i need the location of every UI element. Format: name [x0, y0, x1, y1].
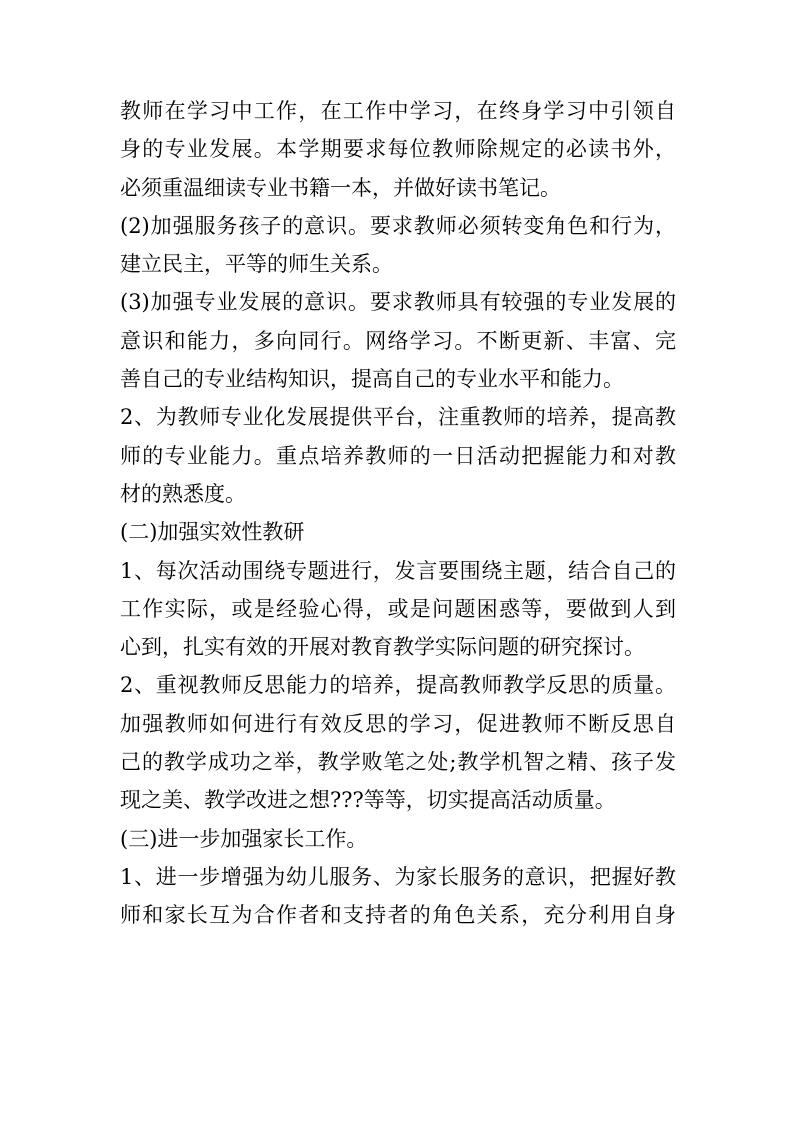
text-line: 师和家长互为合作者和支持者的角色关系，充分利用自身: [120, 903, 676, 928]
text-line: 己的教学成功之举，教学败笔之处;教学机智之精、孩子发: [120, 750, 676, 775]
text-line: 教师在学习中工作，在工作中学习，在终身学习中引领自: [120, 99, 676, 123]
text-line: 工作实际，或是经验心得，或是问题困惑等，要做到人到: [120, 596, 676, 621]
text-line: 1、进一步增强为幼儿服务、为家长服务的意识，把握好教: [120, 864, 676, 889]
text-line: 1、每次活动围绕专题进行，发言要围绕主题，结合自己的: [120, 558, 676, 583]
text-line: (二)加强实效性教研: [120, 520, 305, 545]
text-line: (2)加强服务孩子的意识。要求教师必须转变角色和行为，: [120, 213, 676, 238]
text-line: 材的熟悉度。: [120, 481, 246, 506]
text-line: 师的专业能力。重点培养教师的一日活动把握能力和对教: [120, 443, 676, 468]
text-line: 2、重视教师反思能力的培养，提高教师教学反思的质量。: [120, 673, 676, 698]
text-line: 加强教师如何进行有效反思的学习，促进教师不断反思自: [120, 711, 676, 736]
text-line: 意识和能力，多向同行。网络学习。不断更新、丰富、完: [120, 328, 676, 353]
document-body: [120, 92, 676, 935]
text-line: 身的专业发展。本学期要求每位教师除规定的必读书外，: [120, 137, 676, 162]
text-line: (三)进一步加强家长工作。: [120, 826, 368, 851]
text-line: 建立民主，平等的师生关系。: [120, 252, 393, 277]
text-line: 必须重温细读专业书籍一本，并做好读书笔记。: [120, 175, 561, 200]
text-line: 现之美、教学改进之想???等等，切实提高活动质量。: [120, 788, 616, 813]
text-line: 善自己的专业结构知识，提高自己的专业水平和能力。: [120, 367, 624, 392]
text-line: (3)加强专业发展的意识。要求教师具有较强的专业发展的: [120, 290, 676, 315]
text-line: 心到，扎实有效的开展对教育教学实际问题的研究探讨。: [120, 635, 645, 660]
text-line: 2、为教师专业化发展提供平台，注重教师的培养，提高教: [120, 405, 676, 430]
